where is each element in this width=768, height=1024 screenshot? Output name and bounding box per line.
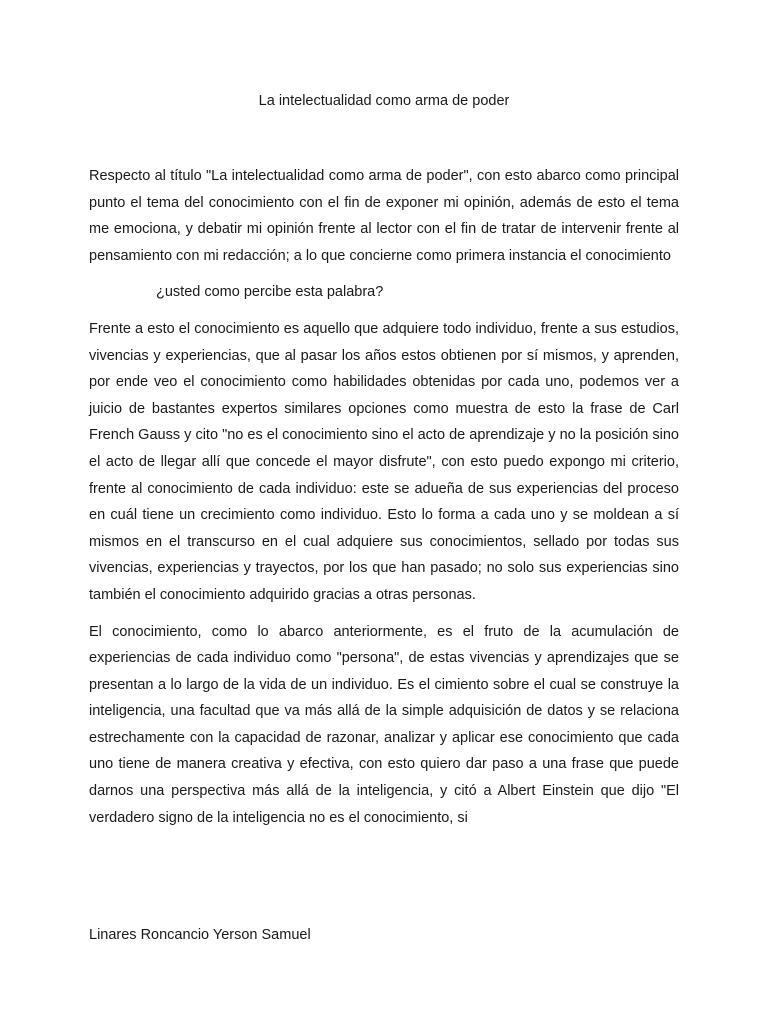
- paragraph-intelligence: El conocimiento, como lo abarco anteriormente, es el fruto de la acumulación de experiencias de cada individuo como "persona", de estas vivencias y aprendizajes que se presentan a lo largo de la vida de un individuo. Es el cimiento sobre el cual se construye la inteligencia, una facultad que va más allá de la simple adquisición de datos y se relaciona estrechamente con la capacidad de razonar, analizar y aplicar ese conocimiento que cada uno tiene de manera creativa y efectiva, con esto quiero dar paso a una frase que puede darnos una perspectiva más allá de la inteligencia, y citó a Albert Einstein que dijo "El verdadero signo de la inteligencia no es el conocimiento, si: [89, 623, 679, 826]
- paragraph-knowledge: Frente a esto el conocimiento es aquello que adquiere todo individuo, frente a sus estudios, vivencias y experiencias, que al pasar los años estos obtienen por sí mismos, y aprenden, por ende veo el conocimiento como habilidades obtenidas por cada uno, podemos ver a juicio de bastantes expertos similares opciones como muestra de esto la frase de Carl French Gauss y cito "no es el conocimiento sino el acto de aprendizaje y no la posición sino el acto de llegar allí que concede el mayor disfrute", con esto puedo expongo mi criterio, frente al conocimiento de cada individuo: este se adueña de sus experiencias del proceso en cuál tiene un crecimiento como individuo. Esto lo forma a cada uno y se moldean a sí mismos en el transcurso en el cual adquiere sus conocimientos, sellado por todas sus vivencias, experiencias y trayectos, por los que han pasado; no solo sus experiencias sino también el conocimiento adquirido gracias a otras personas.: [89, 320, 679, 603]
- paragraph-question: ¿usted como percibe esta palabra?: [156, 284, 384, 301]
- document-footer-author: Linares Roncancio Yerson Samuel: [89, 927, 311, 943]
- document-title: La intelectualidad como arma de poder: [258, 93, 510, 109]
- paragraph-intro: Respecto al título "La intelectualidad como arma de poder", con esto abarco como principal punto el tema del conocimiento con el fin de exponer mi opinión, además de esto el tema me emociona, y debatir mi opinión frente al lector con el fin de tratar de intervenir frente al pensamiento con mi redacción; a lo que concierne como primera instancia el conocimiento: [89, 168, 679, 264]
- document-body: [89, 163, 679, 841]
